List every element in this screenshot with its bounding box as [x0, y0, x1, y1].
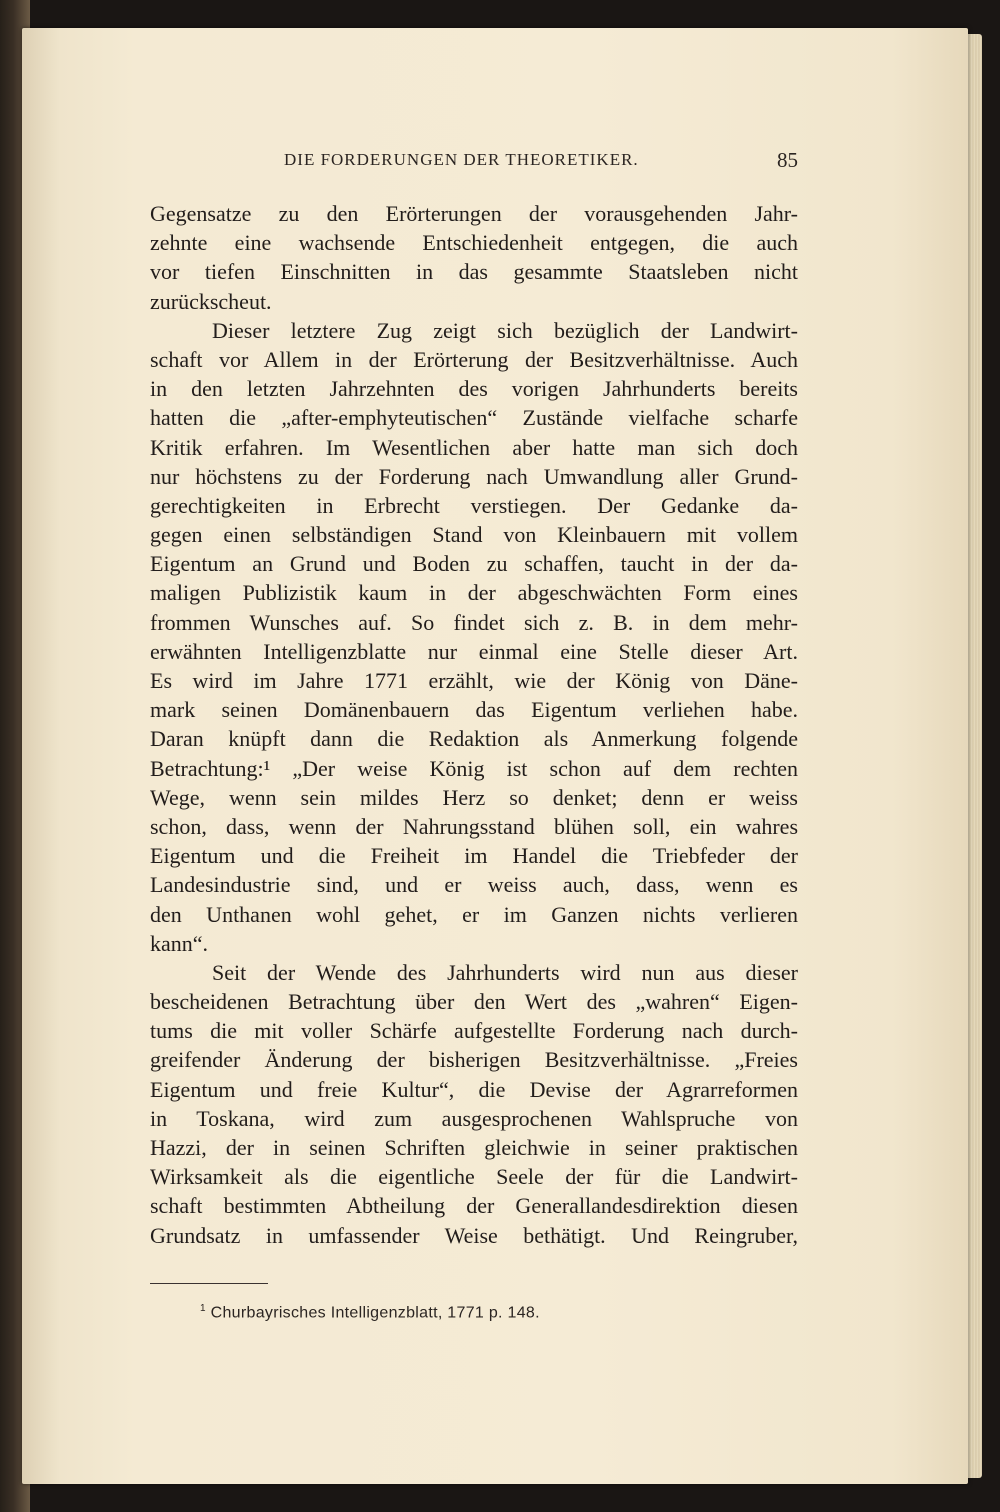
text-line: Dieser letztere Zug zeigt sich bezüglich der Landwirt- [212, 317, 798, 343]
text-line: zurückscheut. [150, 288, 272, 314]
text-line: hatten die „after-emphyteutischen“ Zustände vielfache scharfe [150, 405, 798, 431]
text-line: Grundsatz in umfassender Weise bethätigt. Und Reingruber, [150, 1222, 798, 1248]
text-line: Es wird im Jahre 1771 erzählt, wie der König von Däne- [150, 668, 798, 693]
text-line: vor tiefen Einschnitten in das gesammte Staatsleben nicht [150, 259, 798, 285]
body-text [150, 199, 798, 1250]
text-line: Daran knüpft dann die Redaktion als Anmerkung folgende [150, 726, 798, 752]
page-number: 85 [777, 148, 798, 172]
text-line: den Unthanen wohl gehet, er im Ganzen nichts verlieren [150, 901, 798, 927]
text-line: nur höchstens zu der Forderung nach Umwandlung aller Grund- [150, 463, 798, 489]
text-line: mark seinen Domänenbauern das Eigentum verliehen habe. [150, 697, 798, 723]
footnote-text: Churbayrisches Intelligenzblatt, 1771 p. 148. [210, 1304, 540, 1322]
text-line: gerechtigkeiten in Erbrecht verstiegen. Der Gedanke da- [150, 492, 798, 518]
text-line: gegen einen selbständigen Stand von Kleinbauern mit vollem [150, 522, 798, 548]
footnote-marker: 1 [200, 1303, 206, 1314]
text-line: tums die mit voller Schärfe aufgestellte Forderung nach durch- [150, 1018, 798, 1044]
text-line: frommen Wunsches auf. So findet sich z. B. in dem mehr- [150, 609, 798, 635]
text-line: Landesindustrie sind, und er weiss auch, dass, wenn es [150, 872, 798, 898]
text-line: zehnte eine wachsende Entschiedenheit entgegen, die auch [150, 230, 798, 256]
text-line: Kritik erfahren. Im Wesentlichen aber hatte man sich doch [150, 434, 798, 460]
footnote-rule [150, 1283, 268, 1284]
text-line: Betrachtung:¹ „Der weise König ist schon auf dem rechten [150, 755, 798, 781]
footnote [200, 1303, 540, 1322]
text-line: greifender Änderung der bisherigen Besitzverhältnisse. „Freies [150, 1047, 798, 1073]
text-line: bescheidenen Betrachtung über den Wert des „wahren“ Eigen- [150, 989, 798, 1015]
text-line: schaft bestimmten Abtheilung der Generallandesdirektion diesen [150, 1193, 798, 1219]
text-line: Gegensatze zu den Erörterungen der vorausgehenden Jahr- [150, 201, 798, 226]
text-line: Hazzi, der in seinen Schriften gleichwie in seiner praktischen [150, 1135, 798, 1160]
text-line: schaft vor Allem in der Erörterung der Besitzverhältnisse. Auch [150, 346, 798, 372]
text-line: kann“. [150, 930, 209, 956]
text-line: Eigentum und freie Kultur“, die Devise der Agrarreformen [150, 1076, 798, 1102]
text-line: Seit der Wende des Jahrhunderts wird nun aus dieser [212, 959, 798, 985]
text-line: Wirksamkeit als die eigentliche Seele der für die Landwirt- [150, 1164, 798, 1190]
text-line: in den letzten Jahrzehnten des vorigen Jahrhunderts bereits [150, 376, 798, 402]
text-line: maligen Publizistik kaum in der abgeschwächten Form eines [150, 580, 798, 606]
text-line: Eigentum an Grund und Boden zu schaffen, taucht in der da- [150, 551, 798, 577]
text-line: Wege, wenn sein mildes Herz so denket; denn er weiss [150, 784, 798, 810]
text-line: erwähnten Intelligenzblatte nur einmal eine Stelle dieser Art. [150, 638, 798, 664]
text-line: Eigentum und die Freiheit im Handel die Triebfeder der [150, 843, 798, 869]
running-title: DIE FORDERUNGEN DER THEORETIKER. [284, 150, 639, 169]
page-header [150, 150, 798, 176]
text-line: in Toskana, wird zum ausgesprochenen Wahlspruche von [150, 1105, 798, 1131]
text-line: schon, dass, wenn der Nahrungsstand blühen soll, ein wahres [150, 813, 798, 839]
